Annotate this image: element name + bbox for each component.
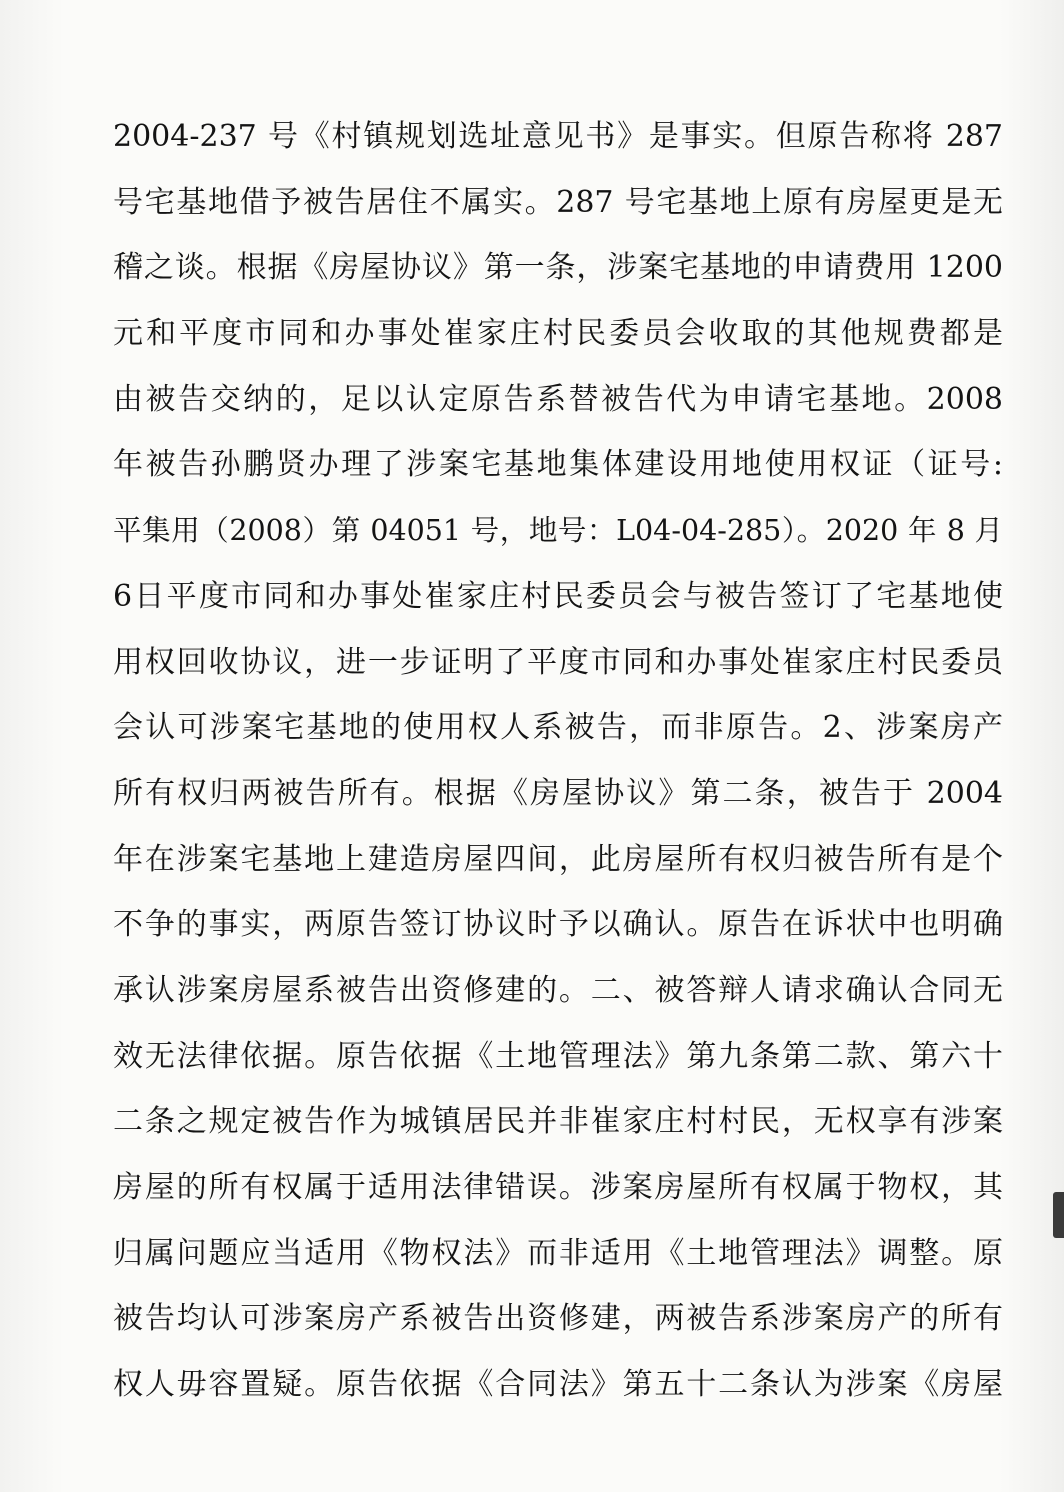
page-edge-mark <box>1053 1192 1064 1238</box>
text-line: 平集用（2008）第 04051 号，地号：L04-04-285）。2020 年 8 月 <box>113 514 1003 548</box>
text-line: 所有权归两被告所有。根据《房屋协议》第二条，被告于 2004 <box>113 775 1003 811</box>
text-line: 效无法律依据。原告依据《土地管理法》第九条第二款、第六十 <box>113 1038 1003 1074</box>
text-line: 承认涉案房屋系被告出资修建的。二、被答辩人请求确认合同无 <box>113 972 1003 1008</box>
text-line: 会认可涉案宅基地的使用权人系被告，而非原告。2、涉案房产 <box>113 710 1003 746</box>
text-line: 房屋的所有权属于适用法律错误。涉案房屋所有权属于物权，其 <box>113 1170 1003 1205</box>
text-line: 元和平度市同和办事处崔家庄村民委员会收取的其他规费都是 <box>113 316 1003 352</box>
text-line: 6日平度市同和办事处崔家庄村民委员会与被告签订了宅基地使 <box>113 578 1003 614</box>
text-line: 由被告交纳的，足以认定原告系替被告代为申请宅基地。2008 <box>113 381 1003 417</box>
text-line: 二条之规定被告作为城镇居民并非崔家庄村村民，无权享有涉案 <box>113 1104 1003 1140</box>
text-line: 号宅基地借予被告居住不属实。287 号宅基地上原有房屋更是无 <box>113 184 1003 220</box>
text-line: 稽之谈。根据《房屋协议》第一条，涉案宅基地的申请费用 1200 <box>113 250 1003 286</box>
text-line: 2004-237 号《村镇规划选址意见书》是事实。但原告称将 287 <box>113 119 1003 154</box>
text-line: 被告均认可涉案房产系被告出资修建，两被告系涉案房产的所有 <box>113 1301 1003 1337</box>
text-line: 年在涉案宅基地上建造房屋四间，此房屋所有权归被告所有是个 <box>113 841 1003 877</box>
text-line: 用权回收协议，进一步证明了平度市同和办事处崔家庄村民委员 <box>113 644 1003 680</box>
text-line: 不争的事实，两原告签订协议时予以确认。原告在诉状中也明确 <box>113 907 1003 943</box>
text-line: 归属问题应当适用《物权法》而非适用《土地管理法》调整。原 <box>113 1235 1003 1271</box>
text-line: 年被告孙鹏贤办理了涉案宅基地集体建设用地使用权证（证号: <box>113 447 1003 483</box>
text-line: 权人毋容置疑。原告依据《合同法》第五十二条认为涉案《房屋 <box>113 1367 1003 1403</box>
body-text <box>113 104 1003 1418</box>
